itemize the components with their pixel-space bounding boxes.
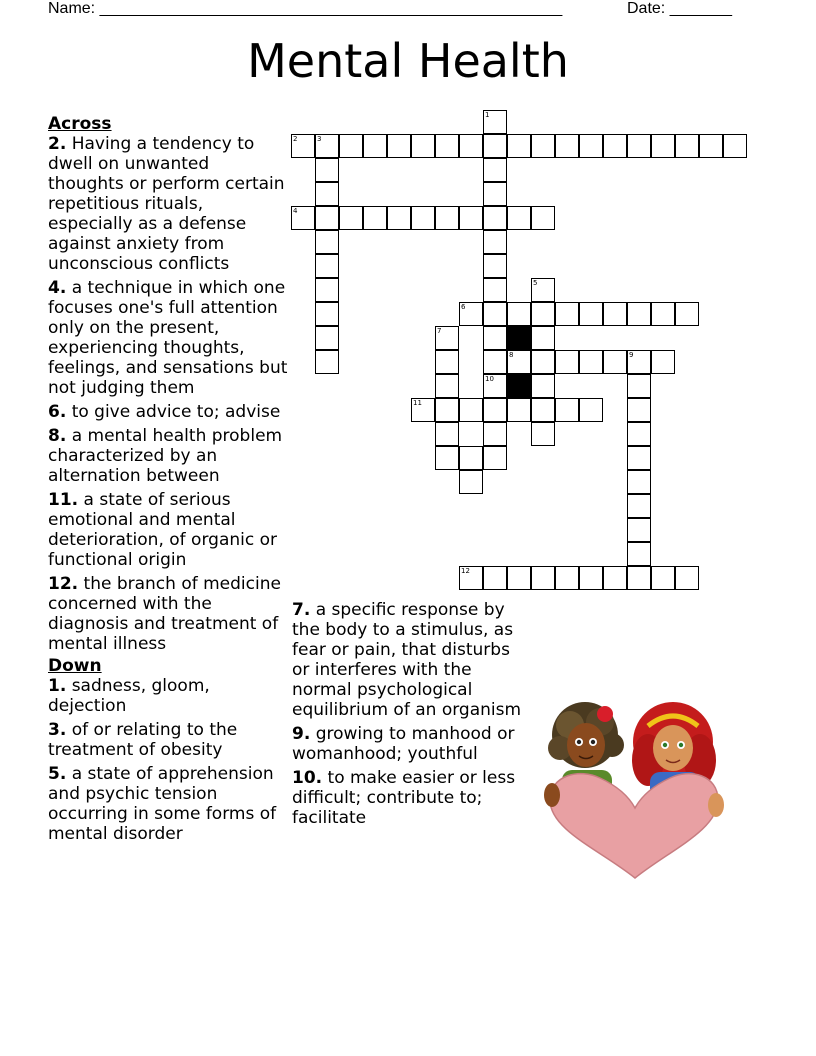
- clue-text: of or relating to the treatment of obesity: [48, 720, 238, 760]
- clue-item: [292, 724, 532, 764]
- right-child-face: [653, 725, 693, 771]
- cell-number: 3: [317, 135, 322, 143]
- grid-cell[interactable]: [675, 566, 699, 590]
- grid-cell[interactable]: [627, 398, 651, 422]
- grid-cell[interactable]: [315, 134, 339, 158]
- grid-cell[interactable]: [627, 302, 651, 326]
- grid-cell[interactable]: [555, 566, 579, 590]
- grid-cell[interactable]: [603, 350, 627, 374]
- grid-cell[interactable]: [483, 422, 507, 446]
- clue-text: a state of serious emotional and mental deterioration, of organic or functional origin: [48, 490, 277, 570]
- cell-number: 6: [461, 303, 466, 311]
- heart-shape: [550, 774, 718, 878]
- grid-cell[interactable]: [579, 134, 603, 158]
- left-child-face: [567, 723, 605, 767]
- grid-cell[interactable]: [459, 470, 483, 494]
- kids-heart-illustration: [540, 700, 730, 885]
- grid-cell[interactable]: [483, 206, 507, 230]
- grid-cell[interactable]: [315, 278, 339, 302]
- grid-cell[interactable]: [627, 422, 651, 446]
- grid-cell[interactable]: [507, 398, 531, 422]
- clue-item: [48, 134, 288, 274]
- grid-cell[interactable]: [315, 158, 339, 182]
- grid-cell[interactable]: [603, 302, 627, 326]
- grid-cell[interactable]: [627, 374, 651, 398]
- cell-number: 2: [293, 135, 298, 143]
- grid-cell[interactable]: [627, 566, 651, 590]
- cell-number: 5: [533, 279, 538, 287]
- right-child-hand: [708, 793, 724, 817]
- grid-cell[interactable]: [435, 422, 459, 446]
- clue-number: 1.: [48, 676, 67, 696]
- grid-cell[interactable]: [627, 542, 651, 566]
- grid-cell[interactable]: [483, 302, 507, 326]
- grid-cell[interactable]: [531, 422, 555, 446]
- clue-number: 2.: [48, 134, 67, 154]
- down-clue-list: [48, 676, 288, 844]
- grid-cell[interactable]: [699, 134, 723, 158]
- clues-left-column: [48, 114, 288, 848]
- clue-number: 4.: [48, 278, 67, 298]
- grid-cell[interactable]: [603, 566, 627, 590]
- grid-cell[interactable]: [483, 566, 507, 590]
- grid-cell[interactable]: [531, 206, 555, 230]
- grid-cell[interactable]: [315, 254, 339, 278]
- clue-number: 9.: [292, 724, 311, 744]
- grid-cell[interactable]: [651, 134, 675, 158]
- grid-cell[interactable]: [531, 326, 555, 350]
- grid-cell[interactable]: [459, 398, 483, 422]
- grid-cell[interactable]: [411, 206, 435, 230]
- cell-number: 1: [485, 111, 490, 119]
- grid-cell[interactable]: [339, 134, 363, 158]
- clue-text: Having a tendency to dwell on unwanted thoughts or perform certain repetitious rituals, especially as a defense against anxiety from unconscious conflicts: [48, 134, 285, 274]
- grid-cell[interactable]: [531, 374, 555, 398]
- clue-number: 12.: [48, 574, 79, 594]
- left-child-hand: [544, 783, 560, 807]
- clue-text: a specific response by the body to a stimulus, as fear or pain, that disturbs or interferes with the normal psychological equilibrium of an organism: [292, 600, 522, 720]
- clue-text: the branch of medicine concerned with the diagnosis and treatment of mental illness: [48, 574, 281, 654]
- grid-cell[interactable]: [483, 374, 507, 398]
- grid-cell[interactable]: [387, 134, 411, 158]
- grid-cell[interactable]: [579, 398, 603, 422]
- clue-number: 5.: [48, 764, 67, 784]
- grid-cell[interactable]: [627, 446, 651, 470]
- down-heading: Down: [48, 656, 102, 676]
- grid-cell[interactable]: [651, 350, 675, 374]
- clue-item: [48, 490, 288, 570]
- grid-cell[interactable]: [435, 398, 459, 422]
- clue-number: 3.: [48, 720, 67, 740]
- grid-cell[interactable]: [459, 446, 483, 470]
- grid-cell[interactable]: [603, 134, 627, 158]
- grid-cell[interactable]: [363, 206, 387, 230]
- grid-cell[interactable]: [435, 134, 459, 158]
- grid-black-cell: [507, 374, 531, 398]
- grid-cell[interactable]: [507, 302, 531, 326]
- across-heading: Across: [48, 114, 112, 134]
- name-label: Name: ____________________________________________________: [48, 0, 563, 17]
- grid-cell[interactable]: [459, 206, 483, 230]
- grid-cell[interactable]: [555, 134, 579, 158]
- grid-cell[interactable]: [315, 302, 339, 326]
- cell-number: 7: [437, 327, 442, 335]
- across-clue-list: [48, 134, 288, 654]
- clue-number: 11.: [48, 490, 79, 510]
- grid-cell[interactable]: [411, 398, 435, 422]
- clue-item: [292, 600, 532, 720]
- cell-number: 10: [485, 375, 494, 383]
- clue-text: growing to manhood or womanhood; youthful: [292, 724, 515, 764]
- clue-number: 10.: [292, 768, 323, 788]
- grid-cell[interactable]: [675, 134, 699, 158]
- grid-cell[interactable]: [483, 398, 507, 422]
- cell-number: 11: [413, 399, 422, 407]
- grid-cell[interactable]: [483, 158, 507, 182]
- clue-text: a state of apprehension and psychic tension occurring in some forms of mental disorder: [48, 764, 277, 844]
- grid-cell[interactable]: [387, 206, 411, 230]
- grid-cell[interactable]: [651, 566, 675, 590]
- grid-cell[interactable]: [315, 182, 339, 206]
- clue-text: a technique in which one focuses one's full attention only on the present, experiencing thoughts, feelings, and sensations but not judging them: [48, 278, 288, 398]
- grid-cell[interactable]: [531, 350, 555, 374]
- grid-cell[interactable]: [483, 134, 507, 158]
- clue-item: [48, 574, 288, 654]
- clue-item: [48, 402, 288, 422]
- grid-cell[interactable]: [435, 326, 459, 350]
- clue-number: 8.: [48, 426, 67, 446]
- grid-cell[interactable]: [315, 326, 339, 350]
- grid-cell[interactable]: [483, 182, 507, 206]
- grid-cell[interactable]: [651, 302, 675, 326]
- clues-middle-column: [292, 600, 532, 832]
- grid-cell[interactable]: [507, 566, 531, 590]
- grid-cell[interactable]: [579, 302, 603, 326]
- clue-number: 7.: [292, 600, 311, 620]
- grid-cell[interactable]: [483, 350, 507, 374]
- grid-cell[interactable]: [411, 134, 435, 158]
- grid-cell[interactable]: [579, 350, 603, 374]
- clue-text: sadness, gloom, dejection: [48, 676, 210, 716]
- clue-text: to give advice to; advise: [66, 402, 281, 422]
- grid-cell[interactable]: [531, 278, 555, 302]
- grid-cell[interactable]: [363, 134, 387, 158]
- clue-item: [292, 768, 532, 828]
- grid-cell[interactable]: [459, 134, 483, 158]
- cell-number: 4: [293, 207, 298, 215]
- grid-cell[interactable]: [507, 134, 531, 158]
- grid-cell[interactable]: [483, 110, 507, 134]
- page-title: Mental Health: [247, 34, 569, 88]
- date-label: Date: _______: [627, 0, 732, 17]
- grid-cell[interactable]: [315, 350, 339, 374]
- clue-item: [48, 676, 288, 716]
- grid-cell[interactable]: [315, 230, 339, 254]
- cell-number: 9: [629, 351, 634, 359]
- grid-cell[interactable]: [459, 566, 483, 590]
- grid-cell[interactable]: [531, 302, 555, 326]
- grid-cell[interactable]: [315, 206, 339, 230]
- down-clue-list-continued: [292, 600, 532, 828]
- grid-cell[interactable]: [435, 350, 459, 374]
- grid-cell[interactable]: [483, 230, 507, 254]
- grid-cell[interactable]: [507, 206, 531, 230]
- grid-cell[interactable]: [555, 398, 579, 422]
- cell-number: 8: [509, 351, 514, 359]
- grid-cell[interactable]: [435, 374, 459, 398]
- grid-cell[interactable]: [459, 302, 483, 326]
- grid-cell[interactable]: [627, 470, 651, 494]
- grid-cell[interactable]: [483, 326, 507, 350]
- grid-cell[interactable]: [507, 350, 531, 374]
- grid-cell[interactable]: [435, 446, 459, 470]
- grid-cell[interactable]: [555, 350, 579, 374]
- grid-cell[interactable]: [555, 302, 579, 326]
- grid-cell[interactable]: [627, 494, 651, 518]
- grid-cell[interactable]: [291, 134, 315, 158]
- flower-icon: [597, 706, 613, 722]
- clue-text: to make easier or less difficult; contribute to; facilitate: [292, 768, 516, 828]
- grid-cell[interactable]: [435, 206, 459, 230]
- grid-cell[interactable]: [723, 134, 747, 158]
- clue-item: [48, 720, 288, 760]
- grid-cell[interactable]: [291, 206, 315, 230]
- grid-cell[interactable]: [627, 350, 651, 374]
- grid-cell[interactable]: [483, 446, 507, 470]
- grid-cell[interactable]: [627, 134, 651, 158]
- clue-item: [48, 426, 288, 486]
- grid-cell[interactable]: [483, 278, 507, 302]
- grid-cell[interactable]: [531, 134, 555, 158]
- grid-cell[interactable]: [531, 398, 555, 422]
- cell-number: 12: [461, 567, 470, 575]
- grid-cell[interactable]: [627, 518, 651, 542]
- clue-item: [48, 764, 288, 844]
- grid-cell[interactable]: [339, 206, 363, 230]
- grid-black-cell: [507, 326, 531, 350]
- clue-item: [48, 278, 288, 398]
- grid-cell[interactable]: [579, 566, 603, 590]
- clue-text: a mental health problem characterized by an alternation between: [48, 426, 283, 486]
- clue-number: 6.: [48, 402, 67, 422]
- grid-cell[interactable]: [675, 302, 699, 326]
- grid-cell[interactable]: [483, 254, 507, 278]
- grid-cell[interactable]: [531, 566, 555, 590]
